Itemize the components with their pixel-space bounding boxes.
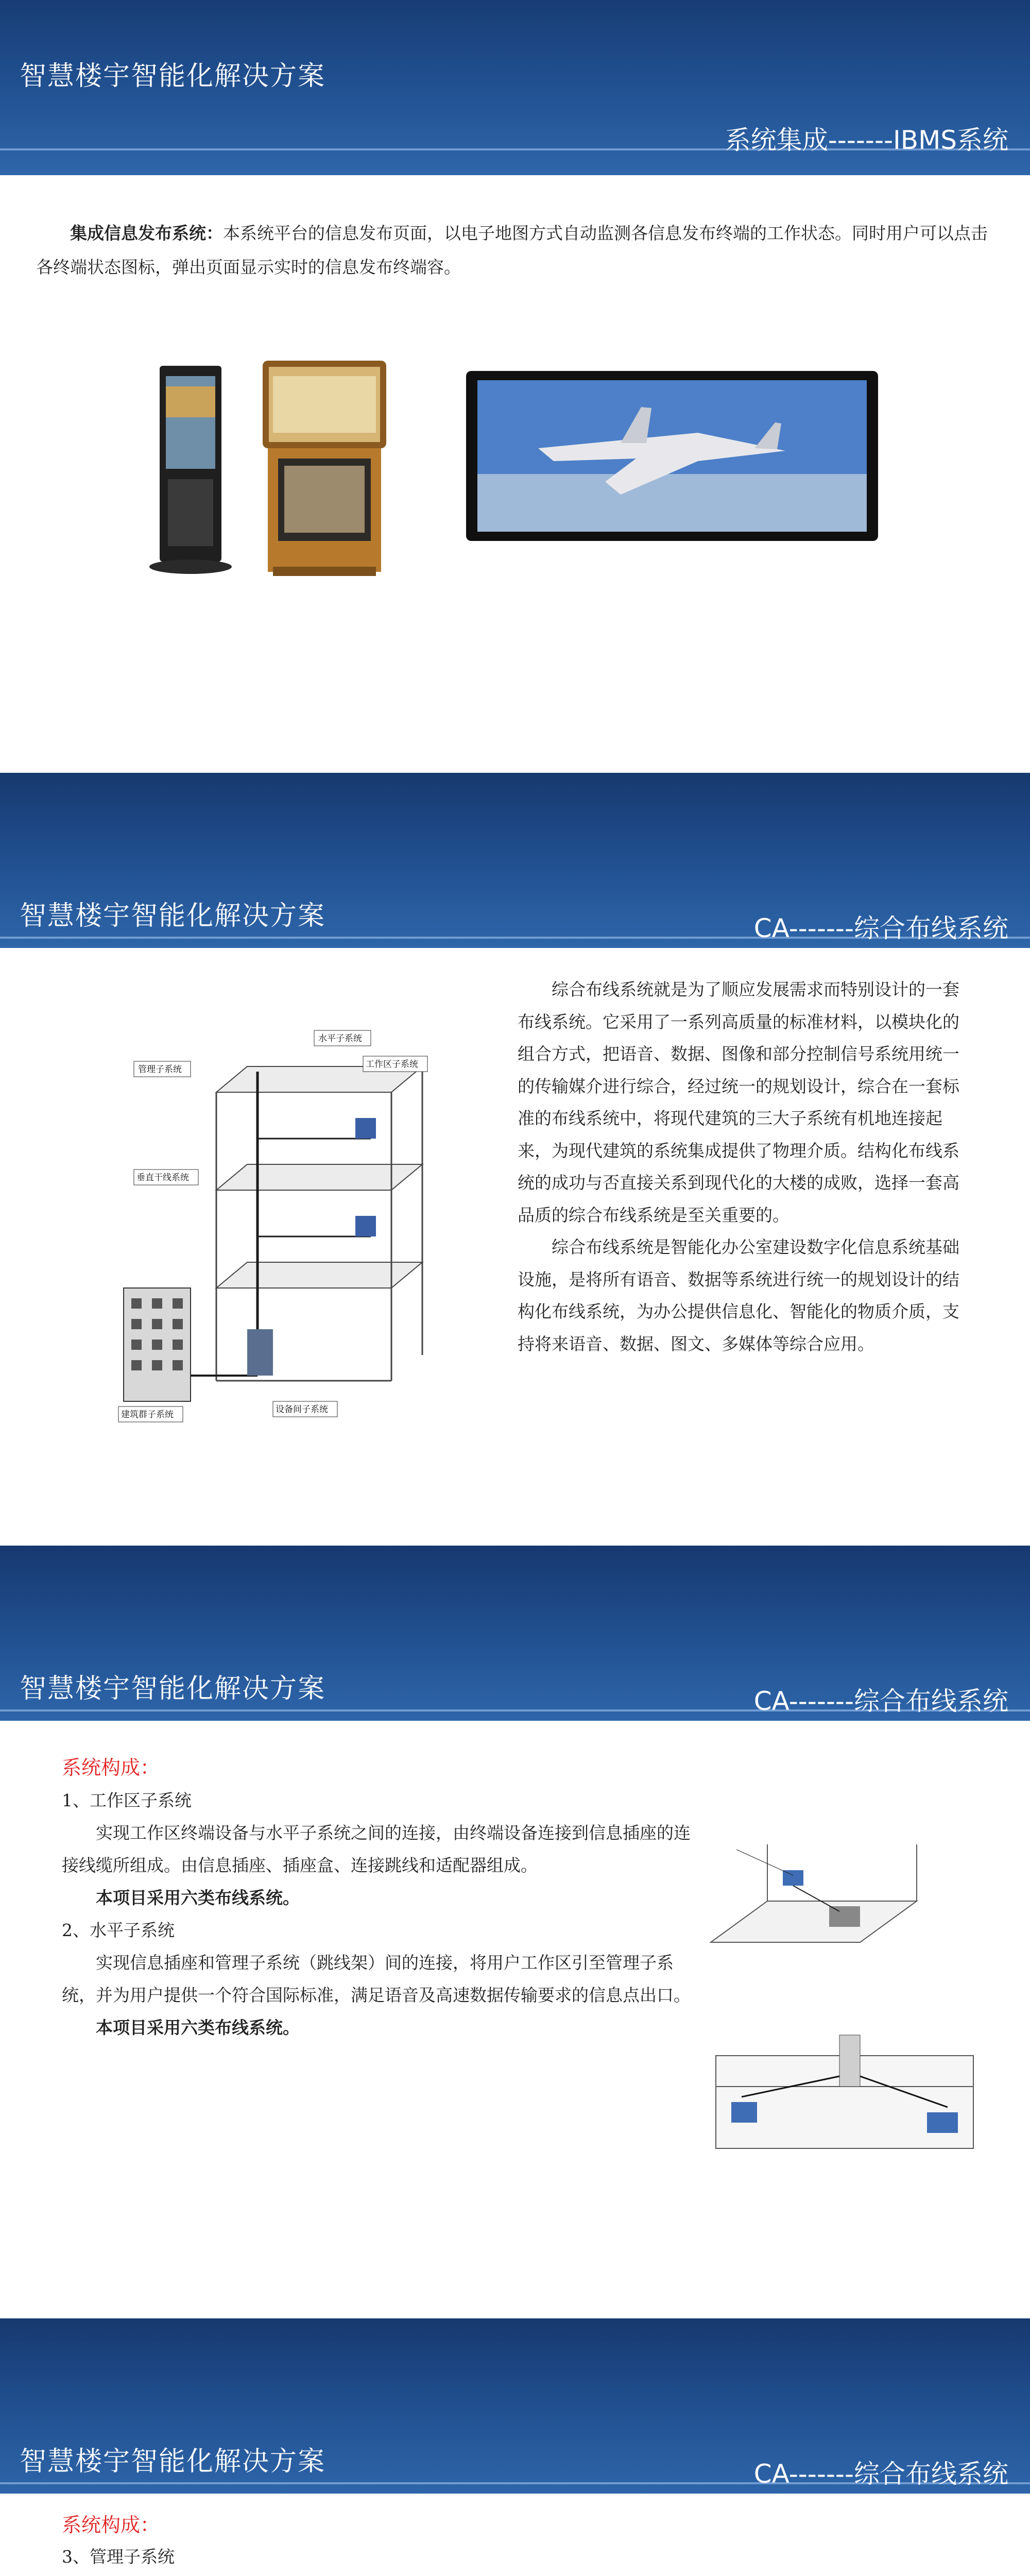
item-note: 本项目采用六类布线系统。 xyxy=(96,2018,300,2038)
work-area-diagram xyxy=(706,1839,922,1968)
slide-ca-components-1 xyxy=(0,1546,1030,2318)
components-heading: 系统构成： xyxy=(62,2514,160,2536)
slide-title: 智慧楼宇智能化解决方案 xyxy=(20,2446,326,2477)
ibms-intro xyxy=(36,216,994,284)
title-band xyxy=(0,2318,1030,2494)
kiosk-terminals-image xyxy=(149,355,397,582)
horizontal-subsystem-diagram xyxy=(711,2025,978,2154)
components-heading: 系统构成： xyxy=(62,1756,160,1779)
item-title: 3、管理子系统 xyxy=(62,2547,175,2567)
title-band xyxy=(0,1546,1030,1721)
label-work-area-subsystem: 工作区子系统 xyxy=(366,1059,418,1070)
slide-ca-components-2 xyxy=(0,2318,1030,2576)
item-text: 实现信息插座和管理子系统（跳线架）间的连接，将用户工作区引至管理子系统，并为用户提供一个符合国际标准，满足语音及高速数据传输要求的信息点出口。 xyxy=(62,1953,691,2005)
slide-subtitle: CA-------综合布线系统 xyxy=(753,913,1008,943)
item-title: 1、工作区子系统 xyxy=(62,1790,192,1810)
cabling-building-diagram xyxy=(103,1020,433,1427)
intro-label: 集成信息发布系统： xyxy=(70,223,223,243)
display-screen-image xyxy=(466,371,878,541)
slide-subtitle: CA-------综合布线系统 xyxy=(753,1686,1008,1716)
slide-subtitle: CA-------综合布线系统 xyxy=(753,2459,1008,2489)
intro-text: 本系统平台的信息发布页面，以电子地图方式自动监测各信息发布终端的工作状态。同时用户可以点击各终端状态图标，弹出页面显示实时的信息发布终端容。 xyxy=(36,223,988,277)
slide-ibms xyxy=(0,0,1030,773)
label-horizontal-subsystem: 水平子系统 xyxy=(318,1033,362,1044)
slide-title: 智慧楼宇智能化解决方案 xyxy=(20,61,326,92)
slide-title: 智慧楼宇智能化解决方案 xyxy=(20,1673,326,1704)
slide-title: 智慧楼宇智能化解决方案 xyxy=(20,901,326,931)
slide-ca-overview xyxy=(0,773,1030,1546)
title-band xyxy=(0,773,1030,948)
ca-overview-text xyxy=(518,974,971,1360)
overview-paragraph-2: 综合布线系统是智能化办公室建设数字化信息系统基础设施，是将所有语音、数据等系统进行统一的规划设计的结构化布线系统，为办公提供信息化、智能化的物质介质，支持将来语音、数据、图文、多媒体等综合应用。 xyxy=(518,1237,959,1354)
item-note: 本项目采用六类布线系统。 xyxy=(96,1888,300,1908)
label-management-subsystem: 管理子系统 xyxy=(138,1064,182,1075)
item-title: 2、水平子系统 xyxy=(62,1920,175,1940)
label-backbone-subsystem: 垂直干线系统 xyxy=(136,1173,189,1183)
overview-paragraph-1: 综合布线系统就是为了顺应发展需求而特别设计的一套布线系统。它采用了一系列高质量的标准材料，以模块化的组合方式，把语音、数据、图像和部分控制信号系统用统一的传输媒介进行综合，经过统一的规划设计，综合在一套标准的布线系统中，将现代建筑的三大子系统有机地连接起来，为现代建筑的系统集成提供了物理介质。结构化布线系统的成功与否直接关系到现代化的大楼的成败，选择一套高品质的综合布线系统是至关重要的。 xyxy=(518,979,959,1225)
item-text: 实现工作区终端设备与水平子系统之间的连接，由终端设备连接到信息插座的连接线缆所组成。由信息插座、插座盒、连接跳线和适配器组成。 xyxy=(62,1823,691,1875)
title-band xyxy=(0,0,1030,175)
label-campus-subsystem: 建筑群子系统 xyxy=(121,1410,174,1420)
components-text xyxy=(62,2509,757,2576)
slide-subtitle: 系统集成-------IBMS系统 xyxy=(725,125,1008,155)
item-text xyxy=(62,2572,680,2576)
label-equipment-subsystem: 设备间子系统 xyxy=(276,1404,328,1415)
components-text xyxy=(62,1752,706,2044)
